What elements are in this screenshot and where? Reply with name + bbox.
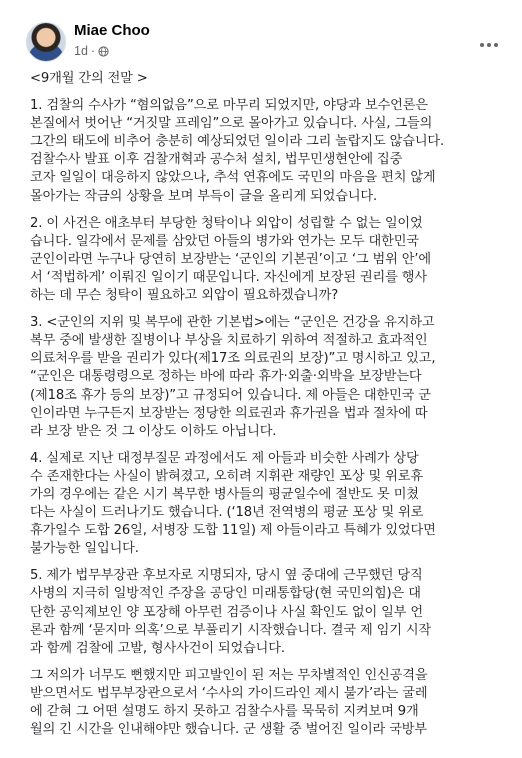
author-name[interactable]: Miae Choo — [74, 22, 150, 39]
post-text-line: 2. 이 사건은 애초부터 부당한 청탁이나 외압이 성립할 수 없는 일이었 — [30, 215, 423, 231]
post-text-line: 복무 중에 발생한 질병이나 부상을 치료하기 위하여 적절하고 효과적인 — [30, 333, 428, 349]
post-text-line: 습니다. 일각에서 문제를 삼았던 아들의 병가와 연가는 모두 대한민국 — [30, 233, 419, 249]
paragraph-gap — [30, 558, 500, 567]
post-text-line: 코자 일일이 대응하지 않았으나, 추석 연휴에도 국민의 마음을 편치 않게 — [30, 170, 436, 186]
post-text-line: 군인이라면 누구나 당연히 보장받는 ‘군인의 기본권’이고 ‘그 범위 안’에 — [30, 251, 431, 267]
paragraph-gap — [30, 658, 500, 667]
post-text-line: 하는 데 무슨 청탁이 필요하고 외압이 필요하겠습니까? — [30, 288, 339, 304]
meta-separator: · — [90, 44, 96, 58]
paragraph-gap — [30, 206, 500, 215]
post-text-line: 그간의 태도에 비추어 충분히 예상되었던 일이라 그리 놀랍지도 않습니다. — [30, 134, 445, 150]
paragraph-gap — [30, 305, 500, 314]
post-text-line: 4. 실제로 지난 대정부질문 과정에서도 제 아들과 비슷한 사례가 상당 — [30, 450, 419, 466]
paragraph-gap — [30, 441, 500, 450]
post-text-line: 다는 사실이 드러나기도 했습니다. (‘18년 전역병의 평균 포상 및 위로 — [30, 505, 424, 521]
post-text-line: 단한 공익제보인 양 포장해 아무런 검증이나 사실 확인도 없이 일부 언 — [30, 604, 423, 620]
post-text-line: 가의 경우에는 같은 시기 복무한 병사들의 평균일수에 절반도 못 미쳤 — [30, 486, 419, 502]
post-text-line: 그 저의가 너무도 뻔했지만 피고발인이 된 저는 무차별적인 인신공격을 — [30, 667, 428, 683]
post-text-line: 수 존재한다는 사실이 밝혀졌고, 오히려 지휘관 재량인 포상 및 위로휴 — [30, 468, 423, 484]
post-body — [30, 70, 500, 739]
post-text-line: 과 함께 검찰에 고발, 형사사건이 되었습니다. — [30, 640, 285, 656]
post-text-line: 론과 함께 ‘묻지마 의혹’으로 부풀리기 시작했습니다. 결국 제 임기 시작 — [30, 622, 431, 638]
post-text-line: 휴가일수 도합 26일, 서병장 도합 11일) 제 아들이라고 특혜가 있었다면 — [30, 523, 436, 539]
post-text-line: 월의 긴 시간을 인내해야만 했습니다. 군 생활 중 벌어진 일이라 국방부 — [30, 722, 427, 738]
post-text-line: 5. 제가 법무부장관 후보자로 지명되자, 당시 옆 중대에 근무했던 당직 — [30, 568, 423, 584]
post-text-line: 3. <군인의 지위 및 복무에 관한 기본법>에는 “군인은 건강을 유지하고 — [30, 315, 435, 331]
author-avatar[interactable] — [26, 22, 66, 62]
post-text-line: 검찰수사 발표 이후 검찰개혁과 공수처 설치, 법무민생현안에 집중 — [30, 152, 403, 168]
post-text-line: “군인은 대통령령으로 정하는 바에 따라 휴가·외출·외박을 보장받는다 — [30, 369, 422, 385]
post-text-line: (제18조 휴가 등의 보장)”고 규정되어 있습니다. 제 아들은 대한민국 군 — [30, 387, 431, 403]
post-text-line: 사병의 지극히 일방적인 주장을 공당인 미래통합당(현 국민의힘)은 대 — [30, 586, 421, 602]
post-text-line: 1. 검찰의 수사가 “혐의없음”으로 마무리 되었지만, 야당과 보수언론은 — [30, 98, 428, 114]
post-text-line: 의료처우를 받을 권리가 있다(제17조 의료권의 보장)”고 명시하고 있고, — [30, 351, 436, 367]
post-text-line: 불가능한 일입니다. — [30, 541, 139, 557]
paragraph-gap — [30, 88, 500, 97]
post-text-line: 본질에서 벗어난 “거짓말 프레임”으로 몰아가고 있습니다. 사실, 그들의 — [30, 116, 433, 132]
post-text-line: 받으면서도 법무부장관으로서 ‘수사의 가이드라인 제시 불가’라는 굴레 — [30, 685, 428, 701]
post-text-line: 몰아가는 작금의 상황을 보며 부득이 글을 올리게 되었습니다. — [30, 188, 378, 204]
globe-icon — [98, 46, 109, 57]
post-time[interactable]: 1d — [74, 44, 88, 58]
post-text-line: 에 갇혀 그 어떤 설명도 하지 못하고 검찰수사를 묵묵히 지켜보며 9개 — [30, 704, 419, 719]
post-text-line: <9개월 간의 전말 > — [30, 71, 148, 86]
post-text-line: 라 보장 받은 것 그 이상도 이하도 아닙니다. — [30, 423, 277, 439]
post-meta — [74, 44, 109, 58]
post-header — [0, 0, 522, 64]
post-text-line: 인이라면 누구든지 보장받는 정당한 의료권과 휴가권을 법과 절차에 따 — [30, 405, 428, 421]
more-options-icon[interactable] — [474, 30, 504, 60]
post-text-line: 서 ‘적법하게’ 이뤄진 일이기 때문입니다. 자신에게 보장된 권리를 행사 — [30, 269, 427, 285]
